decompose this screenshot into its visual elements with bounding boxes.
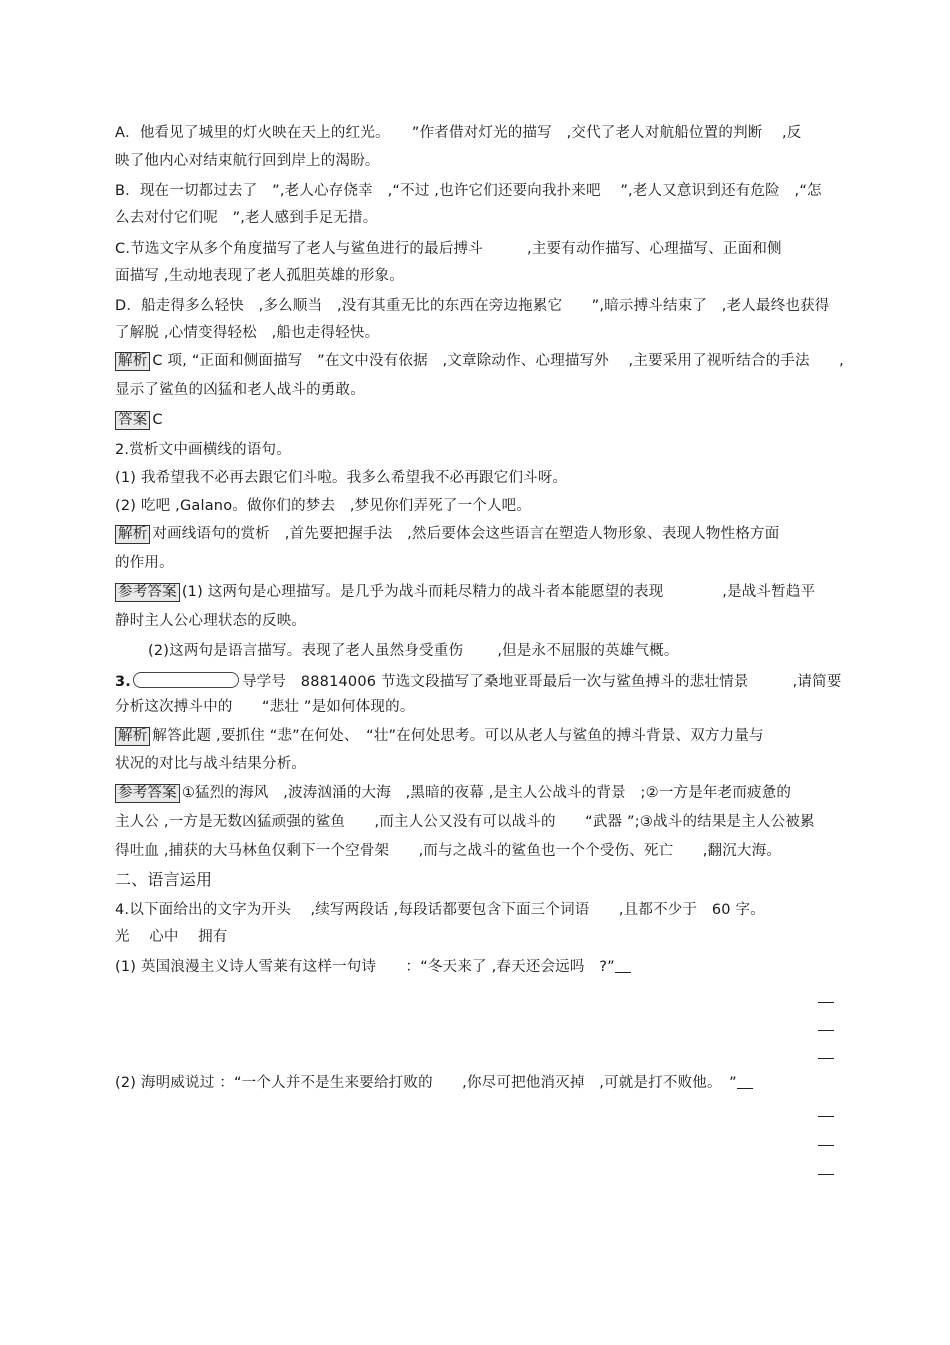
q2-sentence-1: (1) 我希望我不必再去跟它们斗啦。我多么希望我不必再跟它们斗呀。 — [115, 470, 568, 486]
q4-prompt-1-text: (1) 英国浪漫主义诗人雪莱有这样一句诗 ：“冬天来了 ,春天还会远吗 ?” — [115, 959, 615, 975]
analysis-tag: 解析 — [115, 727, 150, 746]
q2-ref-line-2: 静时主人公心理状态的反映。 — [115, 613, 307, 629]
option-d-line-2: 了解脱 ,心情变得轻松 ,船也走得轻快。 — [115, 325, 380, 341]
q4-stem: 4.以下面给出的文字为开头 ,续写两段话 ,每段话都要包含下面三个词语 ,且都不少于 60 字。 — [115, 902, 765, 918]
q4-words: 光 心中 拥有 — [115, 929, 228, 945]
q3-ref-line-1 — [115, 784, 791, 803]
q3-number: 3. — [115, 674, 131, 690]
q3-analysis-text: 解答此题 ,要抓住 “悲”在何处、 “壮”在何处思考。可以从老人与鲨鱼的搏斗背景、双方力量与 — [152, 728, 764, 744]
section-heading: 二、语言运用 — [115, 870, 213, 889]
q3-analysis-line-1 — [115, 727, 764, 746]
q4-prompt-2 — [115, 1074, 753, 1092]
q1-analysis-line-1 — [115, 352, 844, 371]
option-b-line-2: 么去对付它们呢 ”,老人感到手足无措。 — [115, 210, 378, 226]
q2-analysis-text: 对画线语句的赏析 ,首先要把握手法 ,然后要体会这些语言在塑造人物形象、表现人物性格方面 — [152, 526, 780, 542]
answer-line[interactable] — [818, 1174, 834, 1175]
option-c-line-1: C.节选文字从多个角度描写了老人与鲨鱼进行的最后搏斗 ,主要有动作描写、心理描写、正面和侧 — [115, 241, 782, 257]
q4-prompt-1 — [115, 958, 631, 976]
q2-ref-line-3: (2)这两句是语言描写。表现了老人虽然身受重伤 ,但是永不屈服的英雄气概。 — [148, 643, 679, 659]
option-c-line-2: 面描写 ,生动地表现了老人孤胆英雄的形象。 — [115, 268, 404, 284]
option-b-line-1: B．现在一切都过去了 ”,老人心存侥幸 ,“不过 ,也许它们还要向我扑来吧 ”,老人又意识到还有危险 ,“怎 — [115, 183, 822, 199]
q2-ref-line-1 — [115, 583, 815, 602]
answer-line[interactable] — [818, 1116, 834, 1117]
option-a-line-2: 映了他内心对结束航行回到岸上的渴盼。 — [115, 153, 380, 169]
answer-blank[interactable] — [615, 959, 631, 973]
q1-answer-line — [115, 411, 163, 430]
option-a-line-1: A．他看见了城里的灯火映在天上的红光。 ”作者借对灯光的描写 ,交代了老人对航船位置的判断 ,反 — [115, 125, 802, 141]
q1-analysis-line-2: 显示了鲨鱼的凶猛和老人战斗的勇敢。 — [115, 382, 365, 398]
q3-analysis-line-2: 状况的对比与战斗结果分析。 — [115, 756, 307, 772]
q3-stem-line-1 — [115, 672, 842, 691]
answer-tag: 答案 — [115, 411, 150, 430]
study-number-badge — [133, 672, 239, 688]
q2-ref-text: (1) 这两句是心理描写。是几乎为战斗而耗尽精力的战斗者本能愿望的表现 ,是战斗暂趋平 — [181, 584, 816, 600]
q2-analysis-line-1 — [115, 525, 779, 544]
q2-stem: 2.赏析文中画横线的语句。 — [115, 442, 291, 458]
q3-ref-text: ①猛烈的海风 ,波涛汹涌的大海 ,黑暗的夜幕 ,是主人公战斗的背景 ;②一方是年老而疲惫的 — [181, 785, 792, 801]
analysis-tag: 解析 — [115, 352, 150, 371]
q1-answer-text: C — [152, 412, 163, 428]
q4-prompt-2-text: (2) 海明威说过 ：“一个人并不是生来要给打败的 ,你尽可把他消灭掉 ,可就是打不败他。 ” — [115, 1075, 737, 1091]
q3-stem-text: 导学号 88814006 节选文段描写了桑地亚哥最后一次与鲨鱼搏斗的悲壮情景 ,请简要 — [242, 674, 842, 690]
option-d-line-1: D．船走得多么轻快 ,多么顺当 ,没有其重无比的东西在旁边拖累它 ”,暗示搏斗结束了 ,老人最终也获得 — [115, 298, 830, 314]
q2-analysis-line-2: 的作用。 — [115, 555, 174, 571]
reference-answer-tag: 参考答案 — [115, 784, 180, 803]
q3-stem-line-2: 分析这次搏斗中的 “悲壮 ”是如何体现的。 — [115, 699, 415, 715]
q1-analysis-text: C 项, “正面和侧面描写 ”在文中没有依据 ,文章除动作、心理描写外 ,主要采用了视听结合的手法 , — [152, 353, 844, 369]
answer-line[interactable] — [818, 1058, 834, 1059]
answer-line[interactable] — [818, 1030, 834, 1031]
q3-ref-line-2: 主人公 ,一方是无数凶猛顽强的鲨鱼 ,而主人公又没有可以战斗的 “武器 ”;③战斗的结果是主人公被累 — [115, 814, 815, 830]
q3-ref-line-3: 得吐血 ,捕获的大马林鱼仅剩下一个空骨架 ,而与之战斗的鲨鱼也一个个受伤、死亡 ,翻沉大海。 — [115, 843, 782, 859]
q2-sentence-2: (2) 吃吧 ,Galano。做你们的梦去 ,梦见你们弄死了一个人吧。 — [115, 498, 532, 514]
answer-line[interactable] — [818, 1002, 834, 1003]
analysis-tag: 解析 — [115, 525, 150, 544]
answer-line[interactable] — [818, 1145, 834, 1146]
answer-blank[interactable] — [737, 1075, 753, 1089]
reference-answer-tag: 参考答案 — [115, 583, 180, 602]
